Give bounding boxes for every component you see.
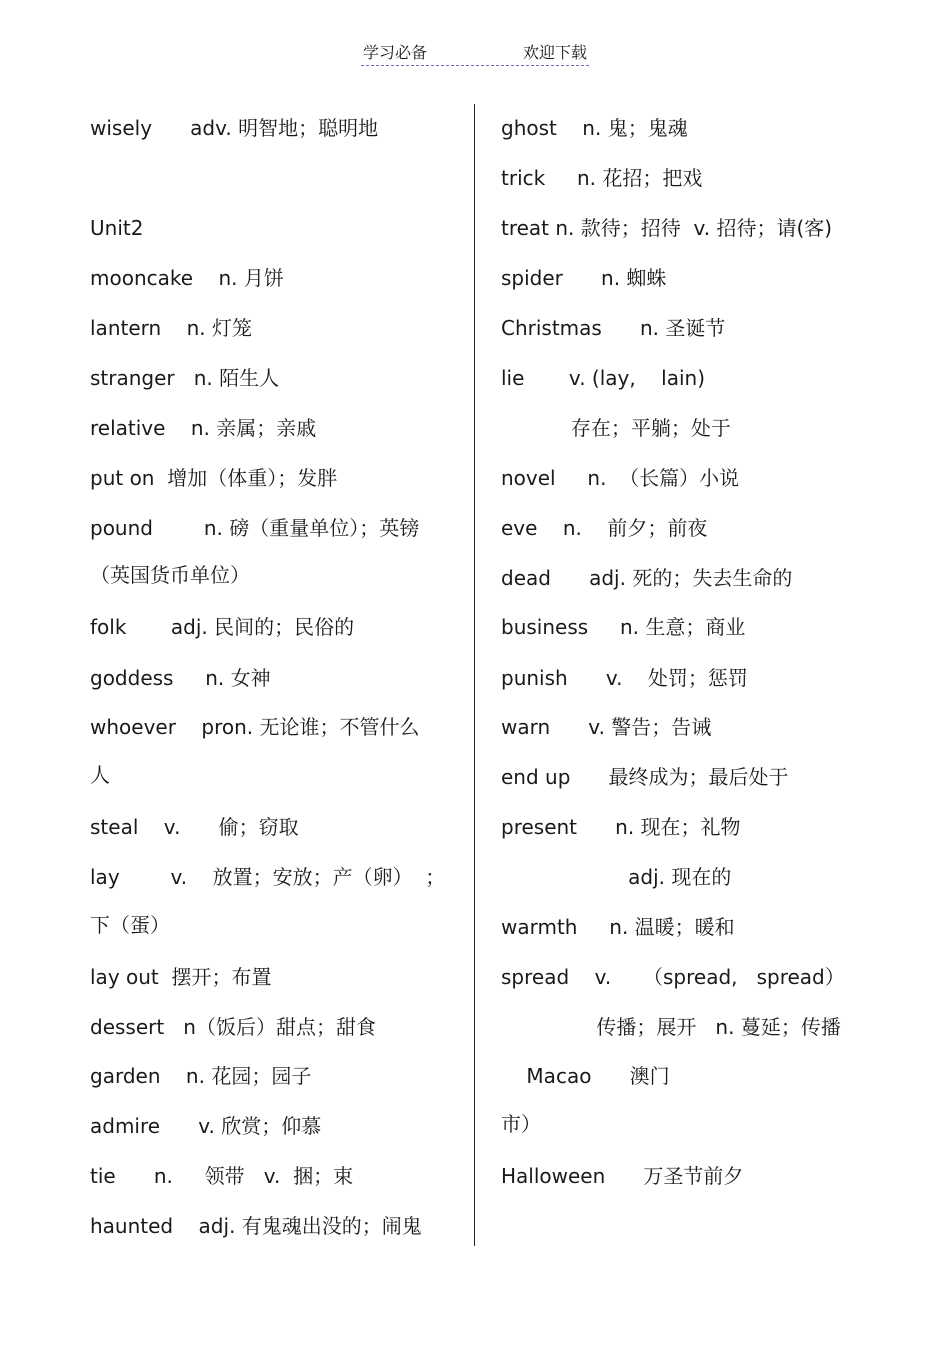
vocab-line: dessert n（饭后）甜点；甜食 (90, 1015, 376, 1039)
vocab-line: business n. 生意；商业 (501, 615, 746, 639)
vocab-line-continued: 下（蛋） (90, 913, 170, 937)
vocab-line: lantern n. 灯笼 (90, 316, 253, 340)
vocab-line: Halloween 万圣节前夕 (501, 1164, 744, 1188)
vocab-line: lie v. (lay, lain) (501, 366, 706, 390)
vocab-line: mooncake n. 月饼 (90, 266, 284, 290)
vocab-line: haunted adj. 有鬼魂出没的；闹鬼 (90, 1214, 422, 1238)
header-right-text: 欢迎下载 (523, 43, 588, 62)
vocab-line: punish v. 处罚；惩罚 (501, 666, 748, 690)
vocab-line: whoever pron. 无论谁；不管什么 (90, 715, 420, 739)
vocab-line: Macao 澳门 (501, 1064, 670, 1088)
vocab-line: trick n. 花招；把戏 (501, 166, 703, 190)
vocab-line: end up 最终成为；最后处于 (501, 765, 789, 789)
vocab-line: goddess n. 女神 (90, 666, 271, 690)
vocab-line: steal v. 偷；窃取 (90, 815, 299, 839)
header-banner (361, 40, 589, 66)
vocab-line: tie n. 领带 v. 捆；束 (90, 1164, 354, 1188)
vocab-line-continued: 市） (501, 1112, 541, 1136)
vocab-line: spider n. 蜘蛛 (501, 266, 667, 290)
vocab-line: eve n. 前夕；前夜 (501, 516, 708, 540)
vocab-line-continued: 人 (90, 763, 110, 787)
vocab-line-continued: （英国货币单位） (90, 563, 250, 587)
vocab-line: garden n. 花园；园子 (90, 1064, 312, 1088)
vocab-line: warmth n. 温暖；暖和 (501, 915, 735, 939)
unit-heading: Unit2 (90, 216, 144, 240)
vocab-line: lay v. 放置；安放；产（卵） ； (90, 865, 446, 889)
vocab-line: wisely adv. 明智地；聪明地 (90, 116, 379, 140)
vocab-line: admire v. 欣赏；仰慕 (90, 1114, 322, 1138)
vocab-line: put on 增加（体重）；发胖 (90, 466, 338, 490)
vocab-line: warn v. 警告；告诫 (501, 715, 712, 739)
vocab-line-continued: 存在；平躺；处于 (501, 416, 731, 440)
vocab-line: treat n. 款待；招待 v. 招待；请(客) (501, 216, 833, 240)
vocab-line: pound n. 磅（重量单位）；英镑 (90, 516, 420, 540)
vocab-line: present n. 现在；礼物 (501, 815, 741, 839)
vocab-line: Christmas n. 圣诞节 (501, 316, 726, 340)
vocab-line: lay out 摆开；布置 (90, 965, 272, 989)
header-left-text: 学习必备 (362, 43, 427, 62)
vocab-line: folk adj. 民间的；民俗的 (90, 615, 355, 639)
vocab-line: stranger n. 陌生人 (90, 366, 280, 390)
vocab-line: novel n. （长篇）小说 (501, 466, 740, 490)
vocab-line-continued: 传播；展开 n. 蔓延；传播 (501, 1015, 841, 1039)
page-header (0, 40, 950, 66)
vocab-line: spread v. （spread, spread） (501, 965, 845, 989)
vocab-line-continued: adj. 现在的 (501, 865, 732, 889)
vocab-line: relative n. 亲属；亲戚 (90, 416, 317, 440)
column-divider (474, 104, 475, 1246)
vocab-line: dead adj. 死的；失去生命的 (501, 566, 793, 590)
vocab-line: ghost n. 鬼；鬼魂 (501, 116, 688, 140)
